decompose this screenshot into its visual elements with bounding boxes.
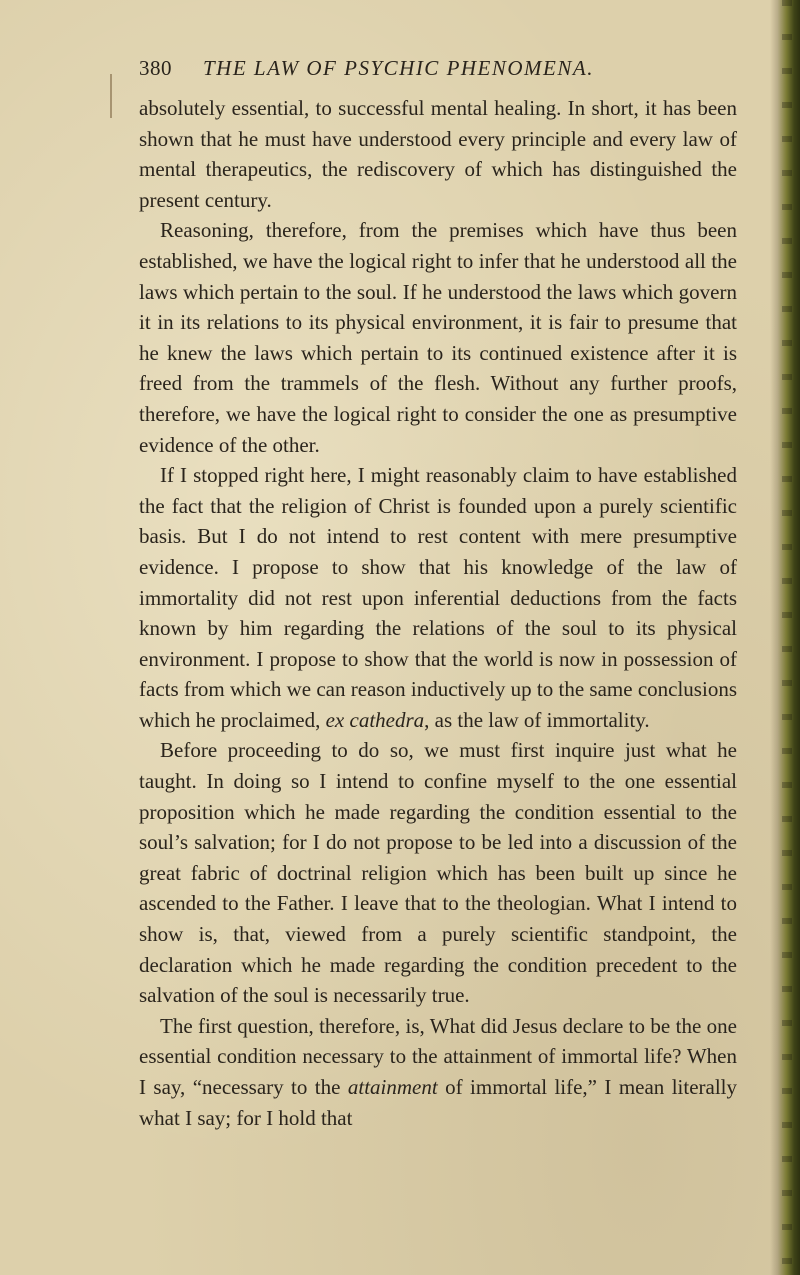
body-text [139, 93, 737, 1133]
margin-mark [110, 74, 120, 118]
paragraph-text: , as the law of immortality. [424, 707, 650, 732]
paragraph-presumptive-evidence [139, 460, 737, 735]
paragraph-text: If I stopped right here, I might reasonably claim to have established the fact that the religion of Christ is founded upon a purely scientific basis. But I do not intend to rest content with mere presumptive evidence. I propose to show that his knowledge of the law of immortality did not rest upon inferential deductions from the facts known by him regarding the relations of the soul to its physical environment. I propose to show that the world is now in possession of facts from which we can reason inductively up to the same conclusions which he proclaimed, [139, 463, 737, 732]
paragraph-reasoning [139, 215, 737, 460]
paragraph-first-question [139, 1011, 737, 1133]
italic-word: attainment [347, 1075, 438, 1099]
paragraph-text: Reasoning, therefore, from the premises which have thus been established, we have the logical right to infer that he understood all the laws which pertain to the soul. If he understood the laws which govern it in its relations to its physical environment, it is fair to presume that he knew the laws which pertain to its continued existence after it is freed from the trammels of the flesh. Without any further proofs, therefore, we have the logical right to consider the one as presumptive evidence of the other. [139, 218, 737, 457]
page-number: 380 [139, 56, 172, 80]
italic-phrase: ex cathedra [325, 707, 425, 732]
paragraph-before-proceeding [139, 735, 737, 1010]
running-title: THE LAW OF PSYCHIC PHENOMENA. [203, 56, 594, 80]
paragraph-text: The first question, therefore, is, What did Jesus declare to be the one essential condition necessary to the attainment of immortal life? When I say, “necessary to the [139, 1013, 737, 1099]
paragraph-text: absolutely essential, to successful mental healing. In short, it has been shown that he must have understood every principle and every law of mental therapeutics, the rediscovery of which has distinguished the present century. [139, 96, 737, 212]
paragraph-text: Before proceeding to do so, we must first inquire just what he taught. In doing so I intend to confine myself to the one essential proposition which he made regarding the condition essential to the soul’s salvation; for I do not propose to be led into a discussion of the great fabric of doctrinal religion which has been built up since he ascended to the Father. I leave that to the theologian. What I intend to show is, that, viewed from a purely scientific standpoint, the declaration which he made regarding the condition precedent to the salvation of the soul is necessarily true. [139, 738, 737, 1008]
paragraph-continued [139, 93, 737, 215]
paragraph-text: of immortal life,” I mean literally what I say; for I hold that [139, 1075, 738, 1130]
page-header [139, 51, 739, 85]
page-edge-texture [782, 0, 792, 1275]
